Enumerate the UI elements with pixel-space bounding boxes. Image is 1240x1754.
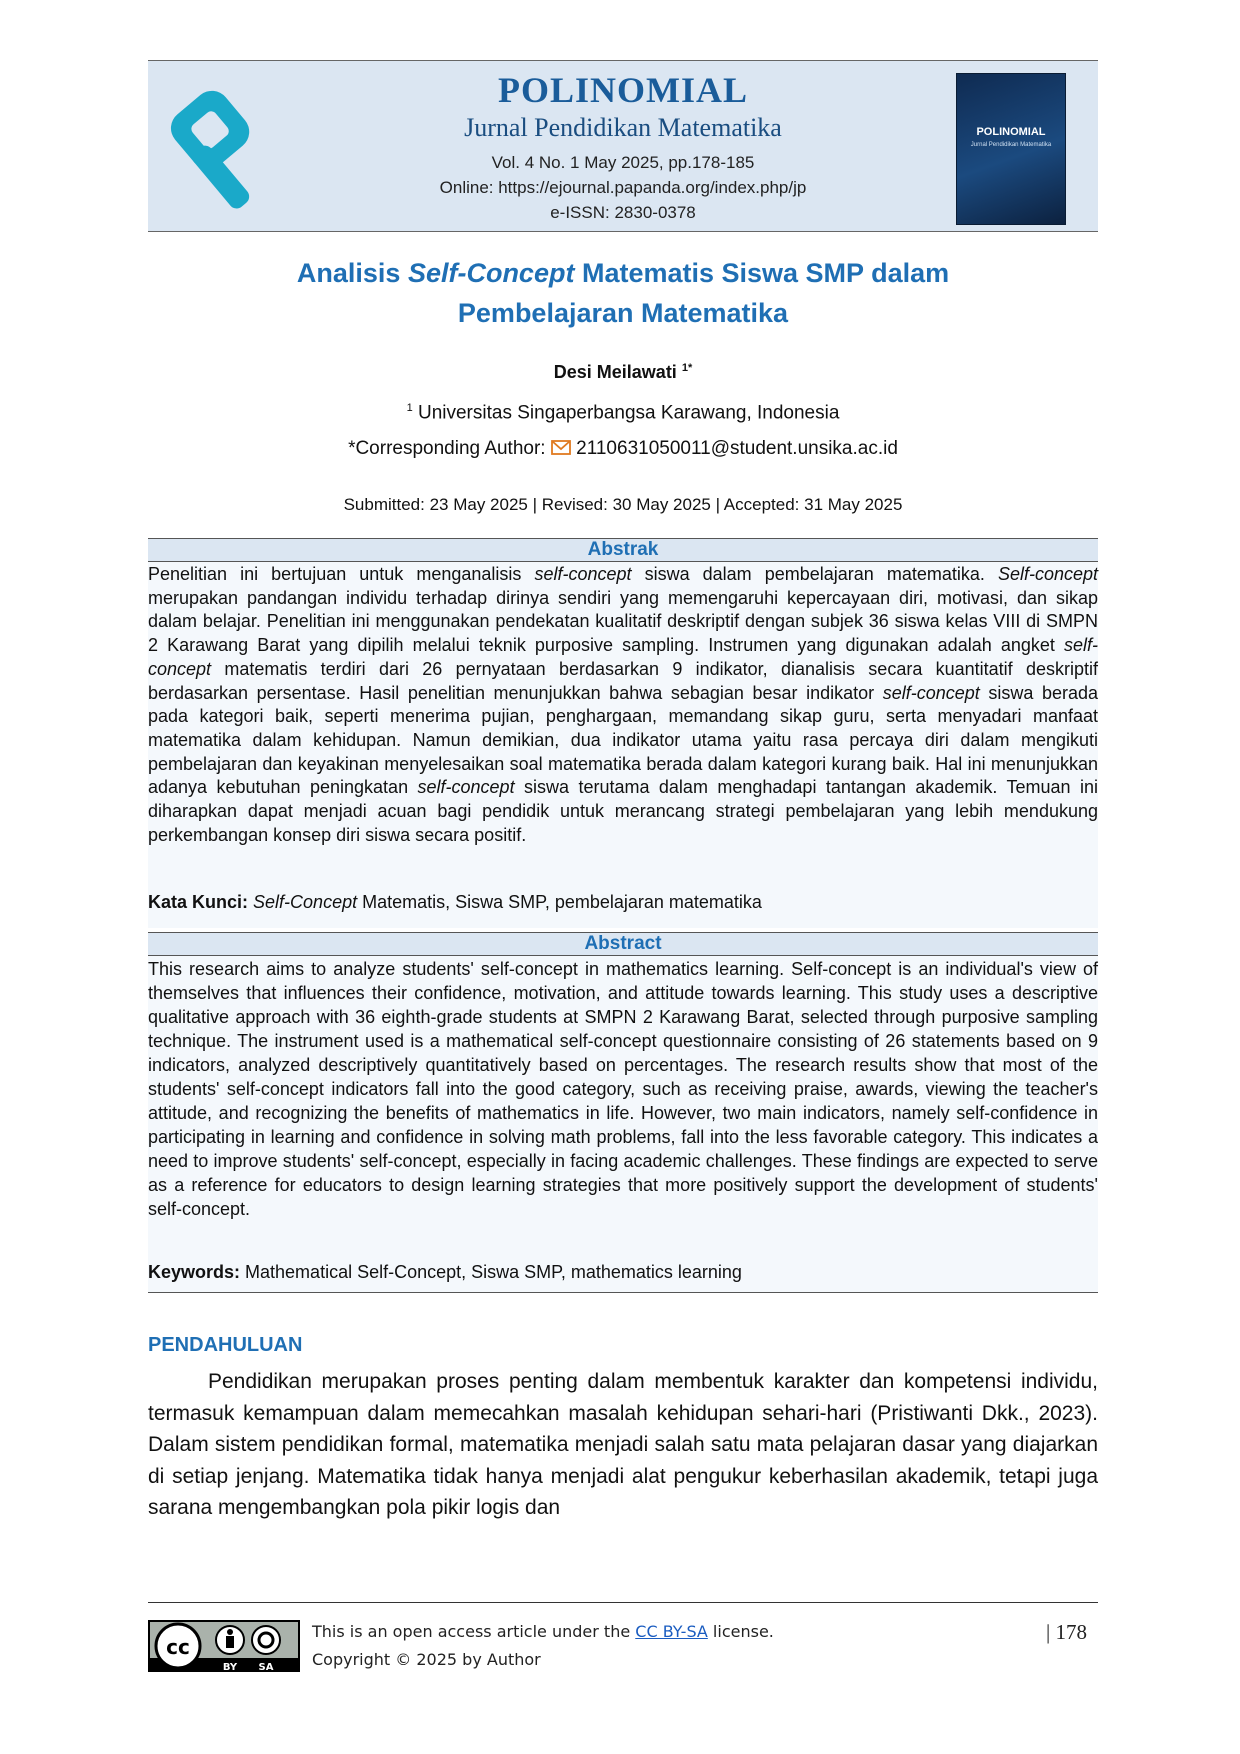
author: Desi Meilawati $^{1*}$ — [553, 362, 693, 382]
abstrak-text: Penelitian ini bertujuan untuk menganalisis self-concept siswa dalam pembelajaran matematika. Self-concept merupakan pandangan individu terhadap dirinya sendiri yang memengaruhi kepercayaan diri, motivasi, dan sikap dalam belajar. Penelitian ini menggunakan pendekatan kualitatif deskriptif dengan subjek 36 siswa kelas VIII di SMPN 2 Karawang Barat yang dipilih melalui teknik purposive sampling. Instrumen yang digunakan adalah angket self-concept matematis terdiri dari 26 pernyataan berdasarkan 9 indikator, dianalisis secara kuantitatif deskriptif berdasarkan persentase. Hasil penelitian menunjukkan bahwa sebagian besar indikator self-concept siswa berada pada kategori baik, seperti menerima pujian, penghargaan, memandang sikap guru, serta menyadari manfaat matematika dalam kehidupan. Namun demikian, dua indikator utama yaitu rasa percaya diri dalam mengikuti pembelajaran dan keyakinan menyelesaikan soal matematika berada dalam kategori kurang baik. Hal ini menunjukkan adanya kebutuhan peningkatan self-concept siswa terutama dalam menghadapi tantangan akademik. Temuan ini diharapkan dapat menjadi acuan bagi pendidik untuk merancang strategi pembelajaran yang lebih mendukung perkembangan konsep diri siswa secara positif. — [148, 564, 1098, 845]
page-number: | 178 — [1046, 1620, 1087, 1644]
license-text: This is an open access article under the CC BY-SA license. — [312, 1622, 774, 1641]
affiliation: $^1$ Universitas Singaperbangsa Karawang, Indonesia — [406, 402, 840, 424]
journal-subtitle: Jurnal Pendidikan Matematika — [464, 113, 782, 142]
abstract-heading: Abstract — [148, 932, 1098, 956]
journal-cover — [956, 73, 1066, 225]
keywords: Keywords: Mathematical Self-Concept, Siswa SMP, mathematics learning — [148, 1262, 742, 1282]
journal-issn: e-ISSN: 2830-0378 — [550, 203, 696, 222]
cc-license-icon — [148, 1620, 300, 1672]
mail-icon — [551, 440, 571, 455]
abstract-bottom-rule — [148, 1292, 1098, 1293]
kata-kunci: Kata Kunci: Self-Concept Matematis, Siswa SMP, pembelajaran matematika — [148, 892, 762, 912]
footer-rule — [148, 1602, 1098, 1603]
journal-online: Online: https://ejournal.papanda.org/index.php/jp — [439, 178, 807, 197]
svg-text:cc: cc — [166, 1635, 190, 1659]
article-title-line1: Analisis Self-Concept Matematis Siswa SMP dalam — [296, 258, 950, 288]
journal-volume: Vol. 4 No. 1 May 2025, pp.178-185 — [491, 153, 755, 172]
cover-subtitle: Jurnal Pendidikan Matematika — [970, 142, 1052, 148]
abstract-text: This research aims to analyze students' self-concept in mathematics learning. Self-concept is an individual's view of themselves that influences their confidence, motivation, and attitude towards learning. This study uses a descriptive qualitative approach with 36 eighth-grade students at SMPN 2 Karawang Barat, selected through purposive sampling technique. The instrument used is a mathematical self-concept questionnaire consisting of 26 statements based on 9 indicators, analyzed descriptively quantitatively based on percentages. The research results show that most of the students' self-concept indicators fall into the good category, such as receiving praise, awards, viewing the teacher's attitude, and recognizing the benefits of mathematics in life. However, two main indicators, namely self-confidence in participating in learning and confidence in solving math problems, fall into the less favorable category. This indicates a need to improve students' self-concept, especially in facing academic challenges. These findings are expected to serve as a reference for educators to design learning strategies that more positively support the development of students' self-concept. — [148, 959, 1098, 1219]
copyright-text: Copyright © 2025 by Author — [312, 1650, 541, 1669]
section-heading-pendahuluan: PENDAHULUAN — [148, 1334, 303, 1356]
svg-text:SA: SA — [258, 1662, 274, 1672]
journal-name: POLINOMIAL — [497, 70, 748, 110]
license-link[interactable]: CC BY-SA — [635, 1622, 708, 1641]
journal-header — [148, 60, 1098, 232]
email-address[interactable]: 2110631050011@student.unsika.ac.id — [576, 438, 898, 459]
submission-dates: Submitted: 23 May 2025 | Revised: 30 May 2025 | Accepted: 31 May 2025 — [343, 495, 903, 514]
intro-paragraph: Pendidikan merupakan proses penting dalam membentuk karakter dan kompetensi individu, termasuk kemampuan dalam memecahkan masalah kehidupan sehari-hari (Pristiwanti Dkk., 2023). Dalam sistem pendidikan formal, matematika menjadi salah satu mata pelajaran dasar yang diajarkan di setiap jenjang. Matematika tidak hanya menjadi alat pengukur keberhasilan akademik, tetapi juga sarana mengembangkan pola pikir logis dan — [148, 1370, 1098, 1519]
svg-text:BY: BY — [222, 1662, 238, 1672]
article-title-line2: Pembelajaran Matematika — [457, 298, 789, 328]
cover-title: POLINOMIAL — [976, 126, 1046, 138]
abstrak-heading: Abstrak — [148, 538, 1098, 562]
corresponding-author: *Corresponding Author: 2110631050011@student.unsika.ac.id — [348, 438, 898, 459]
